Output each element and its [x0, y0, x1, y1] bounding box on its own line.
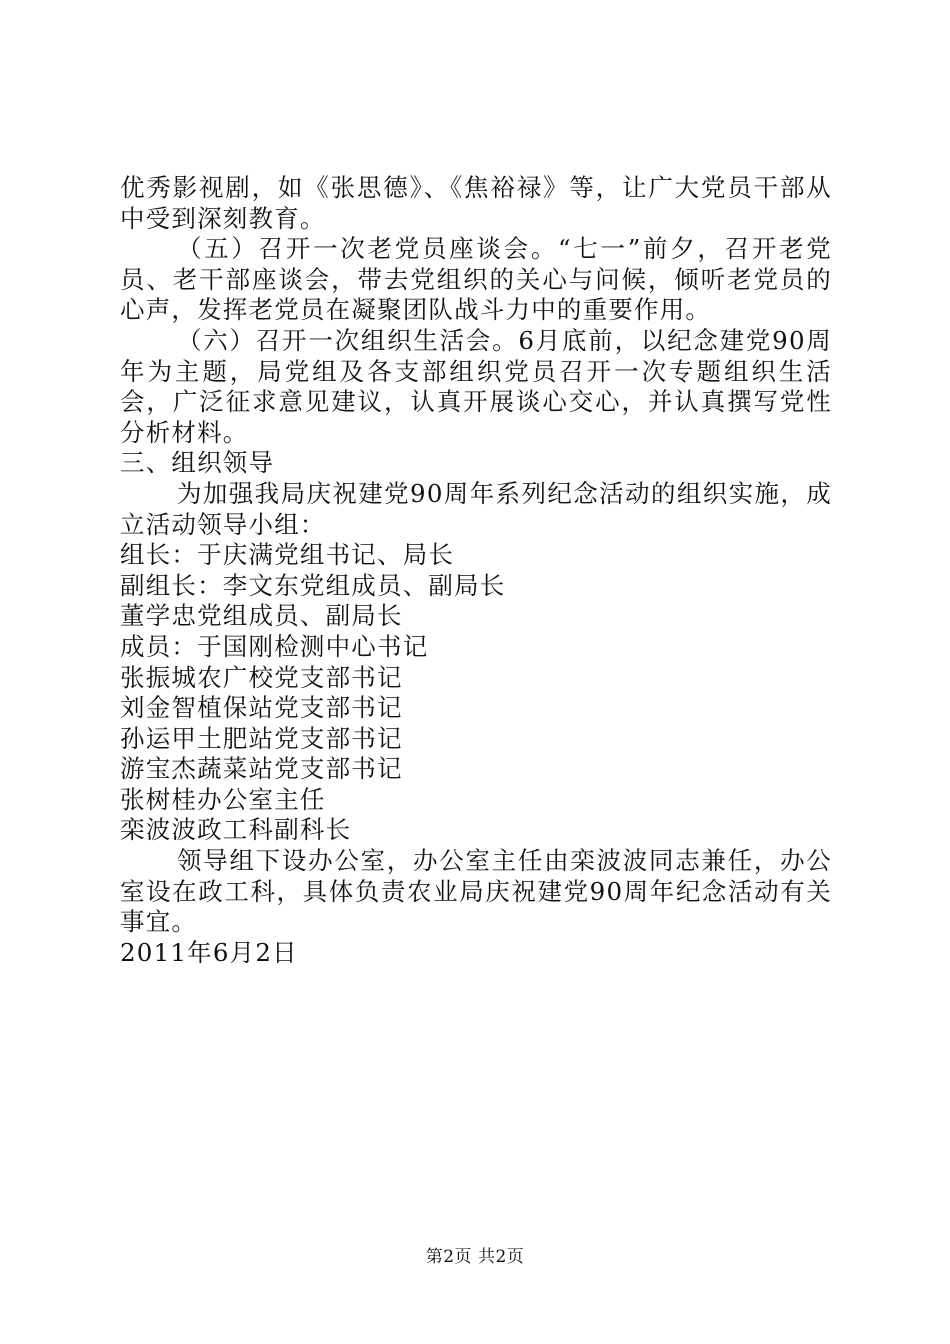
page-footer: 第2页 共2页 [425, 1247, 525, 1267]
document-date: 2011年6月2日 [120, 937, 298, 967]
member-line: 刘金智植保站党支部书记 [120, 693, 403, 723]
paragraph-leadership-intro: 为加强我局庆祝建党90周年系列纪念活动的组织实施，成立活动领导小组： [120, 478, 832, 539]
paragraph-continuation: 优秀影视剧，如《张思德》、《焦裕禄》等，让广大党员干部从中受到深刻教育。 [120, 173, 832, 233]
section-heading: 三、组织领导 [120, 448, 275, 478]
member-line: 张振城农广校党支部书记 [120, 662, 403, 692]
member-line: 成员：于国刚检测中心书记 [120, 631, 429, 661]
member-line: 孙运甲土肥站党支部书记 [120, 723, 403, 753]
member-line: 董学忠党组成员、副局长 [120, 601, 403, 631]
member-line: 张树桂办公室主任 [120, 784, 326, 814]
member-line: 副组长：李文东党组成员、副局长 [120, 570, 506, 600]
document-body [120, 173, 832, 968]
paragraph-office: 领导组下设办公室，办公室主任由栾波波同志兼任，办公室设在政工科，具体负责农业局庆祝建党90周年纪念活动有关事宜。 [120, 846, 832, 937]
member-line: 组长：于庆满党组书记、局长 [120, 540, 455, 570]
member-line: 游宝杰蔬菜站党支部书记 [120, 754, 403, 784]
paragraph-item-5: （五）召开一次老党员座谈会。“七一”前夕，召开老党员、老干部座谈会，带去党组织的关心与问候，倾听老党员的心声，发挥老党员在凝聚团队战斗力中的重要作用。 [120, 234, 832, 325]
member-line: 栾波波政工科副科长 [120, 815, 352, 845]
paragraph-item-6: （六）召开一次组织生活会。6月底前，以纪念建党90周年为主题，局党组及各支部组织党员召开一次专题组织生活会，广泛征求意见建议，认真开展谈心交心，并认真撰写党性分析材料。 [120, 325, 832, 447]
